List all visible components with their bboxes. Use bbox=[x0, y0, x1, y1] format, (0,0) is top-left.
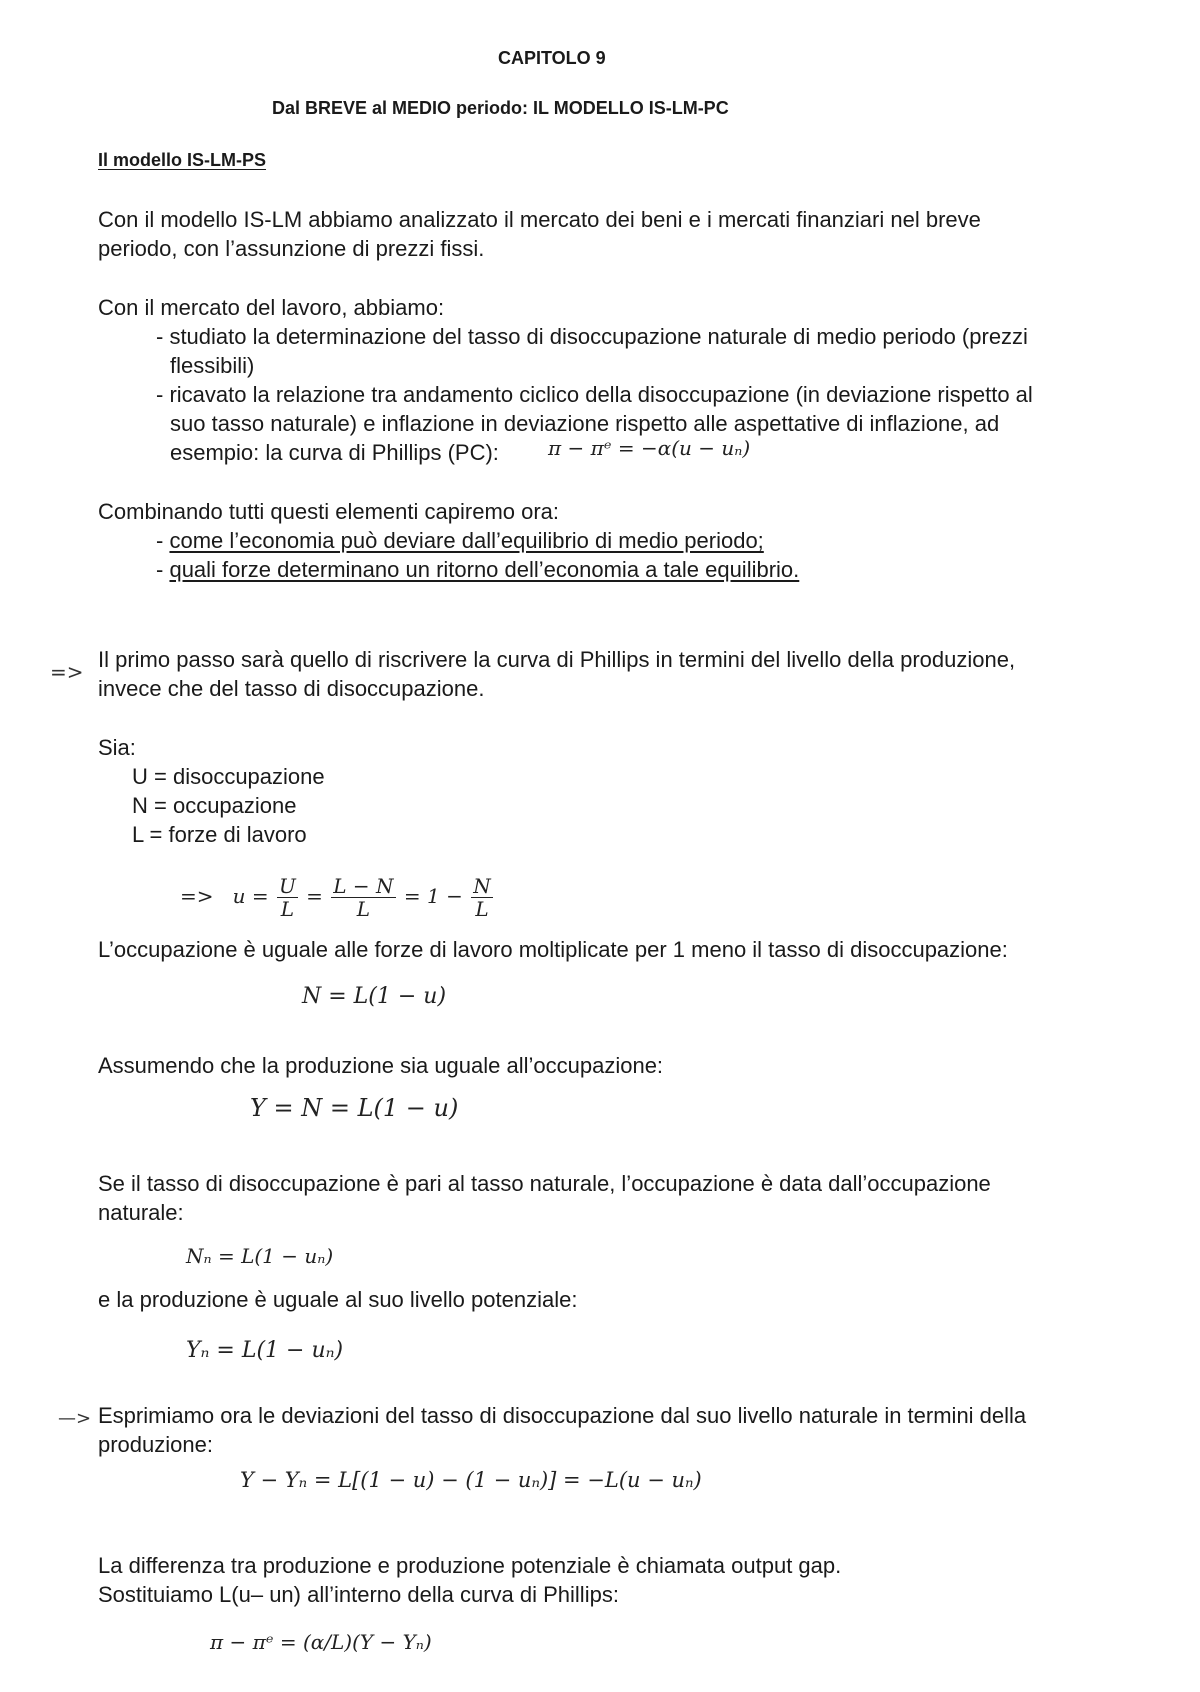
intro-paragraph-line-1: Con il modello IS-LM abbiamo analizzato il mercato dei beni e i mercati finanziari nel breve bbox=[98, 207, 981, 232]
production-formula: Y = N = L(1 − u) bbox=[250, 1094, 459, 1122]
formula-eq-2: = 1 − bbox=[403, 884, 463, 908]
step-2-line-1: Esprimiamo ora le deviazioni del tasso di disoccupazione dal suo livello naturale in termini della bbox=[98, 1403, 1027, 1428]
fraction-l-minus-n-over-l: $\frac{L - N}{L}$ bbox=[333, 874, 394, 921]
fraction-u-over-l: $\frac{U}{L}$ bbox=[278, 874, 296, 921]
natural-employment-formula: Nₙ = L(1 − uₙ) bbox=[186, 1244, 334, 1268]
combining-item-2 bbox=[156, 556, 799, 584]
bullet-1-line-2: flessibili) bbox=[170, 353, 255, 378]
definition-unemployment: U = disoccupazione bbox=[132, 764, 325, 789]
definition-labour-force: L = forze di lavoro bbox=[132, 822, 307, 847]
intro-paragraph-line-2: periodo, con l’assunzione di prezzi fissi. bbox=[98, 236, 485, 261]
bullet-2-line-3: esempio: la curva di Phillips (PC): bbox=[170, 440, 499, 465]
production-text: Assumendo che la produzione sia uguale all’occupazione: bbox=[98, 1053, 664, 1078]
unemployment-rate-formula bbox=[180, 872, 495, 920]
occupation-formula: N = L(1 − u) bbox=[302, 984, 447, 1009]
combining-item-2-text: quali forze determinano un ritorno dell’economia a tale equilibrio. bbox=[169, 557, 800, 582]
formula-u-lhs: u = bbox=[232, 884, 269, 908]
phillips-output-gap-formula: π − πᵉ = (α/L)(Y − Yₙ) bbox=[210, 1630, 432, 1654]
combining-item-1-text: come l’economia può deviare dall’equilibrio di medio periodo; bbox=[169, 528, 764, 553]
output-gap-line-2: Sostituiamo L(u– un) all’interno della curva di Phillips: bbox=[98, 1582, 619, 1607]
formula-arrow-icon: => bbox=[180, 884, 214, 908]
formula-eq-1: = bbox=[306, 884, 323, 908]
output-deviation-formula: Y − Yₙ = L[(1 − u) − (1 − uₙ)] = −L(u − uₙ) bbox=[240, 1468, 702, 1492]
combining-item-1 bbox=[156, 527, 764, 555]
step-1-line-1: Il primo passo sarà quello di riscrivere la curva di Phillips in termini del livello della produzione, bbox=[98, 647, 1016, 672]
combining-item-2-dash: - bbox=[156, 557, 170, 582]
double-arrow-icon: => bbox=[50, 660, 84, 684]
section-title: Il modello IS-LM-PS bbox=[98, 150, 267, 170]
chapter-title: CAPITOLO 9 bbox=[498, 48, 606, 68]
chapter-subtitle: Dal BREVE al MEDIO periodo: IL MODELLO IS-LM-PC bbox=[272, 98, 729, 118]
arrow-icon: —> bbox=[58, 1408, 92, 1429]
definitions-lead: Sia: bbox=[98, 735, 136, 760]
potential-output-formula: Yₙ = L(1 − uₙ) bbox=[186, 1338, 344, 1363]
step-2-line-2: produzione: bbox=[98, 1432, 213, 1457]
natural-line-1: Se il tasso di disoccupazione è pari al tasso naturale, l’occupazione è data dall’occupazione bbox=[98, 1171, 991, 1196]
occupation-text: L’occupazione è uguale alle forze di lavoro moltiplicate per 1 meno il tasso di disoccupazione: bbox=[98, 937, 1008, 962]
output-gap-line-1: La differenza tra produzione e produzione potenziale è chiamata output gap. bbox=[98, 1553, 842, 1578]
bullet-2-line-2: suo tasso naturale) e inflazione in deviazione rispetto alle aspettative di inflazione, ad bbox=[170, 411, 1000, 436]
bullet-2-line-1: - ricavato la relazione tra andamento ciclico della disoccupazione (in deviazione rispetto al bbox=[156, 382, 1033, 407]
combining-item-1-dash: - bbox=[156, 528, 170, 553]
phillips-curve-formula: π − πᵉ = −α(u − uₙ) bbox=[548, 436, 751, 460]
fraction-n-over-l: $\frac{N}{L}$ bbox=[473, 874, 491, 921]
combining-lead: Combinando tutti questi elementi capiremo ora: bbox=[98, 499, 560, 524]
potential-output-text: e la produzione è uguale al suo livello potenziale: bbox=[98, 1287, 578, 1312]
step-1-line-2: invece che del tasso di disoccupazione. bbox=[98, 676, 485, 701]
bullet-1-line-1: - studiato la determinazione del tasso di disoccupazione naturale di medio periodo (prezzi bbox=[156, 324, 1028, 349]
natural-line-2: naturale: bbox=[98, 1200, 184, 1225]
definition-employment: N = occupazione bbox=[132, 793, 297, 818]
labour-market-lead: Con il mercato del lavoro, abbiamo: bbox=[98, 295, 445, 320]
